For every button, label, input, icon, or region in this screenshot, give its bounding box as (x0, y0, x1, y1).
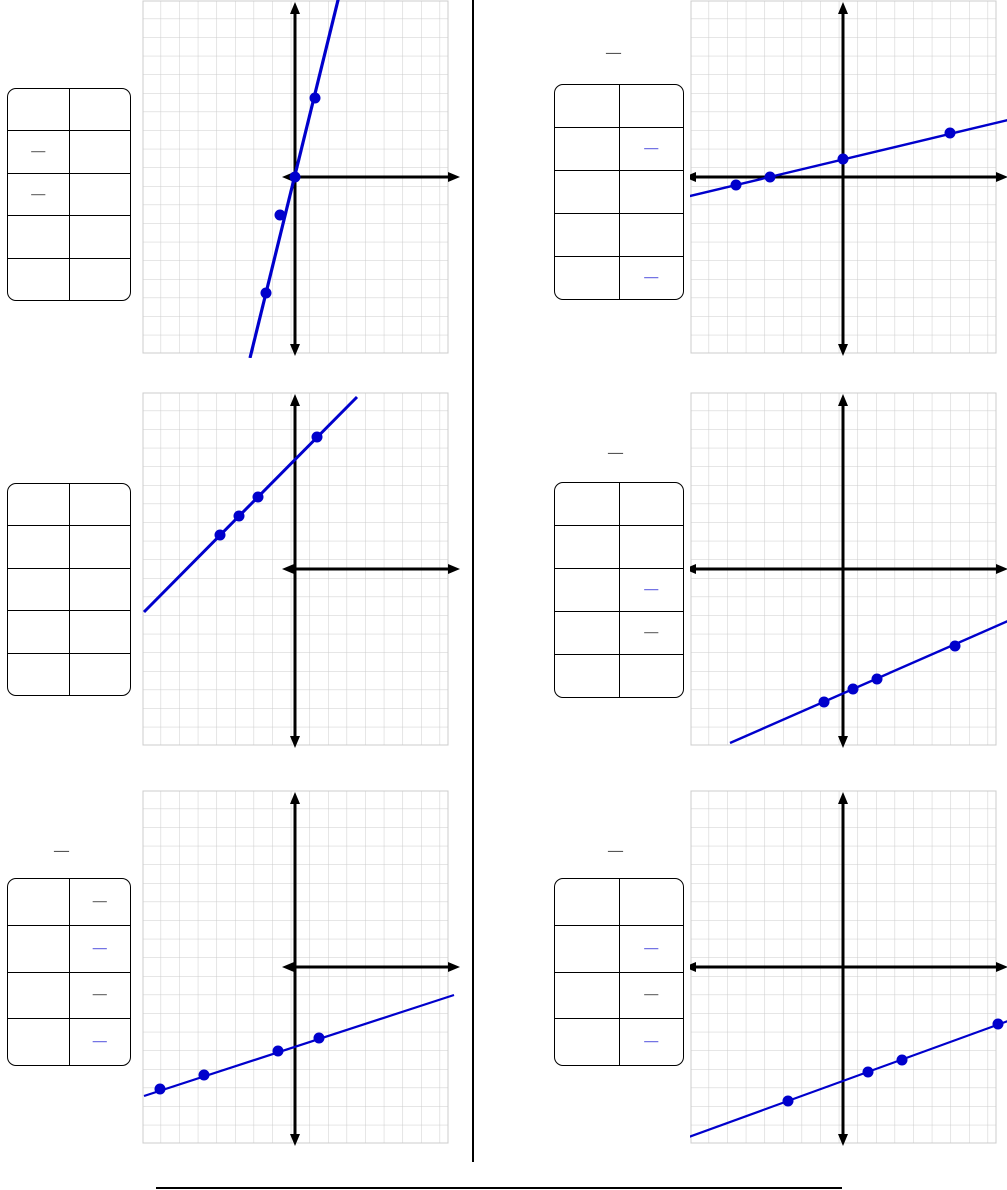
x-axis-arrow-right (448, 962, 460, 972)
problem-1 (0, 0, 472, 372)
problem-4 (472, 372, 1007, 772)
table-cell (620, 85, 684, 127)
table-cell (620, 483, 684, 525)
data-point (993, 1019, 1004, 1030)
footer-rule (156, 1187, 842, 1189)
problem-2-graph (690, 0, 1007, 358)
problem-1-graph (142, 0, 462, 358)
table-cell (555, 128, 620, 170)
table-row (8, 926, 130, 973)
problem-6-table (554, 878, 684, 1066)
graph-svg (690, 392, 1007, 750)
x-axis-arrow-right (996, 962, 1007, 972)
problem-4-title: — (608, 445, 623, 461)
table-row (8, 879, 130, 926)
table-cell: — (644, 940, 659, 956)
data-point (314, 1033, 325, 1044)
x-axis-arrow-right (448, 564, 460, 574)
table-cell (555, 257, 620, 299)
problem-6-graph (690, 790, 1007, 1148)
data-point (945, 128, 956, 139)
table-cell: — (8, 174, 70, 215)
table-cell (70, 484, 131, 525)
data-point (275, 210, 286, 221)
table-row (555, 257, 683, 299)
table-cell: — (92, 940, 107, 956)
table-row (8, 973, 130, 1020)
table-cell (555, 85, 620, 127)
table-cell: — (644, 141, 659, 156)
graph-svg (142, 790, 462, 1148)
table-cell (70, 526, 131, 567)
problem-5-graph (142, 790, 462, 1148)
problem-1-table (7, 88, 131, 301)
data-point (290, 172, 301, 183)
table-cell (8, 654, 70, 695)
table-cell (555, 214, 620, 256)
data-point (950, 641, 961, 652)
data-point (783, 1096, 794, 1107)
table-cell (620, 214, 684, 256)
table-row (555, 85, 683, 128)
table-cell (70, 654, 131, 695)
data-point (155, 1084, 166, 1095)
table-row (8, 611, 130, 653)
table-cell: — (644, 1034, 659, 1050)
table-row (8, 216, 130, 258)
data-point (838, 154, 849, 165)
problem-2-title: — (606, 45, 621, 61)
table-cell: — (92, 1034, 107, 1050)
problem-6-title: — (608, 843, 623, 859)
graph-svg (142, 392, 462, 750)
table-row (555, 973, 683, 1020)
data-point (215, 530, 226, 541)
table-cell (555, 483, 620, 525)
x-axis-arrow-right (996, 564, 1007, 574)
table-cell: — (644, 625, 659, 640)
table-cell (8, 259, 70, 300)
table-cell (8, 1019, 70, 1065)
table-cell (70, 216, 131, 257)
table-cell (8, 484, 70, 525)
table-cell (620, 655, 684, 697)
table-cell (8, 926, 70, 972)
table-cell (70, 259, 131, 300)
problem-5-title: — (54, 843, 69, 859)
table-cell (555, 569, 620, 611)
table-row (8, 569, 130, 611)
table-cell (70, 569, 131, 610)
table-row (8, 259, 130, 300)
table-cell (555, 655, 620, 697)
data-point (863, 1067, 874, 1078)
table-row (8, 484, 130, 526)
table-row (555, 569, 683, 612)
table-cell (555, 171, 620, 213)
table-cell (70, 174, 131, 215)
table-row (555, 655, 683, 697)
data-point (765, 172, 776, 183)
graph-svg (142, 0, 462, 358)
table-cell: — (644, 270, 659, 285)
table-cell (70, 89, 131, 130)
data-point (819, 697, 830, 708)
graph-svg (690, 0, 1007, 358)
table-cell (555, 526, 620, 568)
data-point (234, 511, 245, 522)
table-row (8, 174, 130, 216)
table-cell (8, 526, 70, 567)
table-cell (620, 526, 684, 568)
x-axis-arrow-right (448, 172, 460, 182)
table-cell (8, 973, 70, 1019)
table-row (555, 483, 683, 526)
data-point (310, 93, 321, 104)
data-point (731, 180, 742, 191)
problem-5-table (7, 878, 131, 1066)
table-cell (8, 569, 70, 610)
table-cell (555, 1019, 620, 1065)
table-cell (8, 216, 70, 257)
problem-5 (0, 772, 472, 1162)
table-cell (8, 611, 70, 652)
table-row (555, 926, 683, 973)
table-cell (555, 879, 620, 925)
table-row (555, 128, 683, 171)
table-cell: — (644, 987, 659, 1003)
table-row (8, 89, 130, 131)
table-cell: — (92, 987, 107, 1003)
table-cell: — (644, 582, 659, 597)
graph-svg (690, 790, 1007, 1148)
table-cell (555, 612, 620, 654)
problem-3-table (7, 483, 131, 696)
data-point (199, 1070, 210, 1081)
problem-2 (472, 0, 1007, 372)
problem-2-table (554, 84, 684, 300)
table-row (555, 526, 683, 569)
table-cell: — (8, 131, 70, 172)
table-row (555, 171, 683, 214)
table-cell (8, 879, 70, 925)
table-row (555, 879, 683, 926)
table-row (555, 612, 683, 655)
data-point (312, 432, 323, 443)
table-cell (555, 973, 620, 1019)
table-row (555, 1019, 683, 1065)
problem-6 (472, 772, 1007, 1162)
table-row (8, 654, 130, 695)
data-point (897, 1055, 908, 1066)
data-point (872, 674, 883, 685)
table-row (8, 131, 130, 173)
table-cell (620, 171, 684, 213)
table-cell (70, 611, 131, 652)
x-axis-arrow-right (996, 172, 1007, 182)
table-row (555, 214, 683, 257)
data-point (848, 684, 859, 695)
problem-3-graph (142, 392, 462, 750)
problem-4-graph (690, 392, 1007, 750)
table-cell (620, 879, 684, 925)
table-cell: — (92, 893, 107, 909)
data-point (253, 492, 264, 503)
data-point (273, 1046, 284, 1057)
table-cell (70, 131, 131, 172)
problem-3 (0, 372, 472, 772)
data-point (261, 288, 272, 299)
table-row (8, 526, 130, 568)
table-cell (8, 89, 70, 130)
table-row (8, 1019, 130, 1065)
problem-4-table (554, 482, 684, 698)
table-cell (555, 926, 620, 972)
